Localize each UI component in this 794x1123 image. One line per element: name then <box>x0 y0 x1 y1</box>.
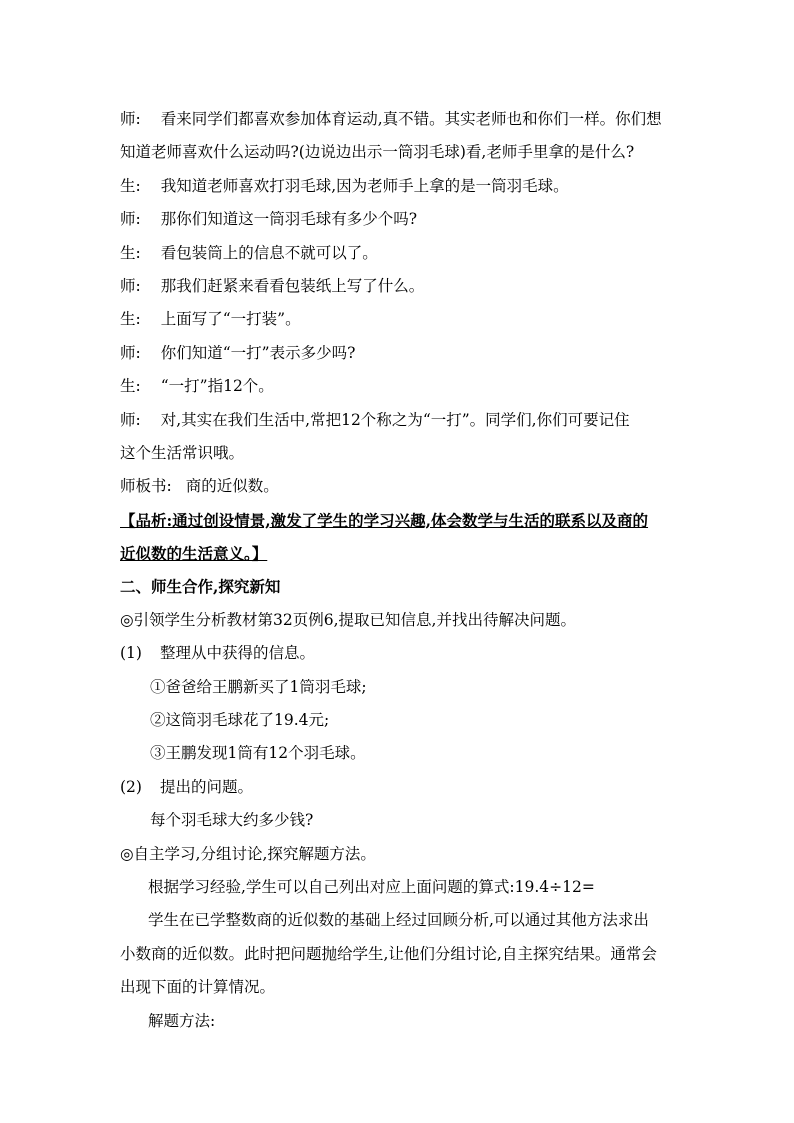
paragraph-line: 小数商的近似数。此时把问题抛给学生,让他们分组讨论,自主探究结果。通常会 <box>120 944 657 963</box>
question-text: 每个羽毛球大约多少钱? <box>150 811 314 830</box>
speaker-label: 师: <box>120 210 141 229</box>
board-label: 师板书: <box>120 477 172 496</box>
dialogue-text: 看来同学们都喜欢参加体育运动,真不错。其实老师也和你们一样。你们想 <box>160 110 662 128</box>
dialogue-continuation: 知道老师喜欢什么运动吗?(边说边出示一筒羽毛球)看,老师手里拿的是什么? <box>120 143 635 162</box>
dialogue-text: 看包装筒上的信息不就可以了。 <box>160 243 378 262</box>
self-study-text: ◎自主学习,分组讨论,探究解题方法。 <box>120 844 376 863</box>
dialogue-continuation: 这个生活常识哦。 <box>120 443 245 462</box>
speaker-label: 生: <box>120 243 141 262</box>
dialogue-line <box>120 170 680 203</box>
speaker-label: 生: <box>120 310 141 329</box>
dialogue-text: 你们知道“一打”表示多少吗? <box>160 343 356 362</box>
dialogue-text: 我知道老师喜欢打羽毛球,因为老师手上拿的是一筒羽毛球。 <box>160 176 569 195</box>
board-writing <box>120 470 680 503</box>
document-body <box>120 103 680 1038</box>
speaker-label: 生: <box>120 377 141 396</box>
speaker-label: 师: <box>120 410 141 429</box>
analysis-note-line-2: 近似数的生活意义。】 <box>120 544 268 564</box>
paragraph: 根据学习经验,学生可以自己列出对应上面问题的算式:19.4÷12= <box>148 877 595 896</box>
section-heading: 二、师生合作,探究新知 <box>120 577 281 597</box>
analysis-note-line-1: 【品析:通过创设情景,激发了学生的学习兴趣,体会数学与生活的联系以及商的 <box>120 510 649 530</box>
step-number: (1) <box>120 644 142 663</box>
method-label: 解题方法: <box>148 1011 216 1030</box>
dialogue-text: “一打”指12个。 <box>160 377 274 396</box>
dialogue-line <box>120 270 680 303</box>
dialogue-line <box>120 203 680 236</box>
dialogue-text: 那我们赶紧来看看包装纸上写了什么。 <box>160 276 425 295</box>
fact-item: ③王鹏发现1筒有12个羽毛球。 <box>150 744 366 763</box>
step-2 <box>120 771 680 804</box>
dialogue-line <box>120 370 680 403</box>
speaker-label: 生: <box>120 176 141 195</box>
speaker-label: 师: <box>120 343 141 362</box>
dialogue-line <box>120 237 680 270</box>
dialogue-line <box>120 303 680 336</box>
fact-item: ②这筒羽毛球花了19.4元; <box>150 711 330 730</box>
speaker-label: 师: <box>120 110 141 128</box>
step-1 <box>120 637 680 670</box>
dialogue-line <box>120 103 680 136</box>
dialogue-line <box>120 337 680 370</box>
step-number: (2) <box>120 777 142 796</box>
speaker-label: 师: <box>120 276 141 295</box>
paragraph-line: 学生在已学整数商的近似数的基础上经过回顾分析,可以通过其他方法求出 <box>148 911 649 930</box>
dialogue-line <box>120 404 680 437</box>
fact-item: ①爸爸给王鹏新买了1筒羽毛球; <box>150 677 367 696</box>
dialogue-text: 上面写了“一打装”。 <box>160 310 301 329</box>
step-text: 整理从中获得的信息。 <box>160 644 316 663</box>
board-text: 商的近似数。 <box>185 477 279 496</box>
dialogue-text: 那你们知道这一筒羽毛球有多少个吗? <box>160 210 418 229</box>
step-text: 提出的问题。 <box>160 777 254 796</box>
dialogue-text: 对,其实在我们生活中,常把12个称之为“一打”。同学们,你们可要记住 <box>160 410 630 429</box>
paragraph-line: 出现下面的计算情况。 <box>120 978 276 997</box>
guide-text: ◎引领学生分析教材第32页例6,提取已知信息,并找出待解决问题。 <box>120 610 576 629</box>
